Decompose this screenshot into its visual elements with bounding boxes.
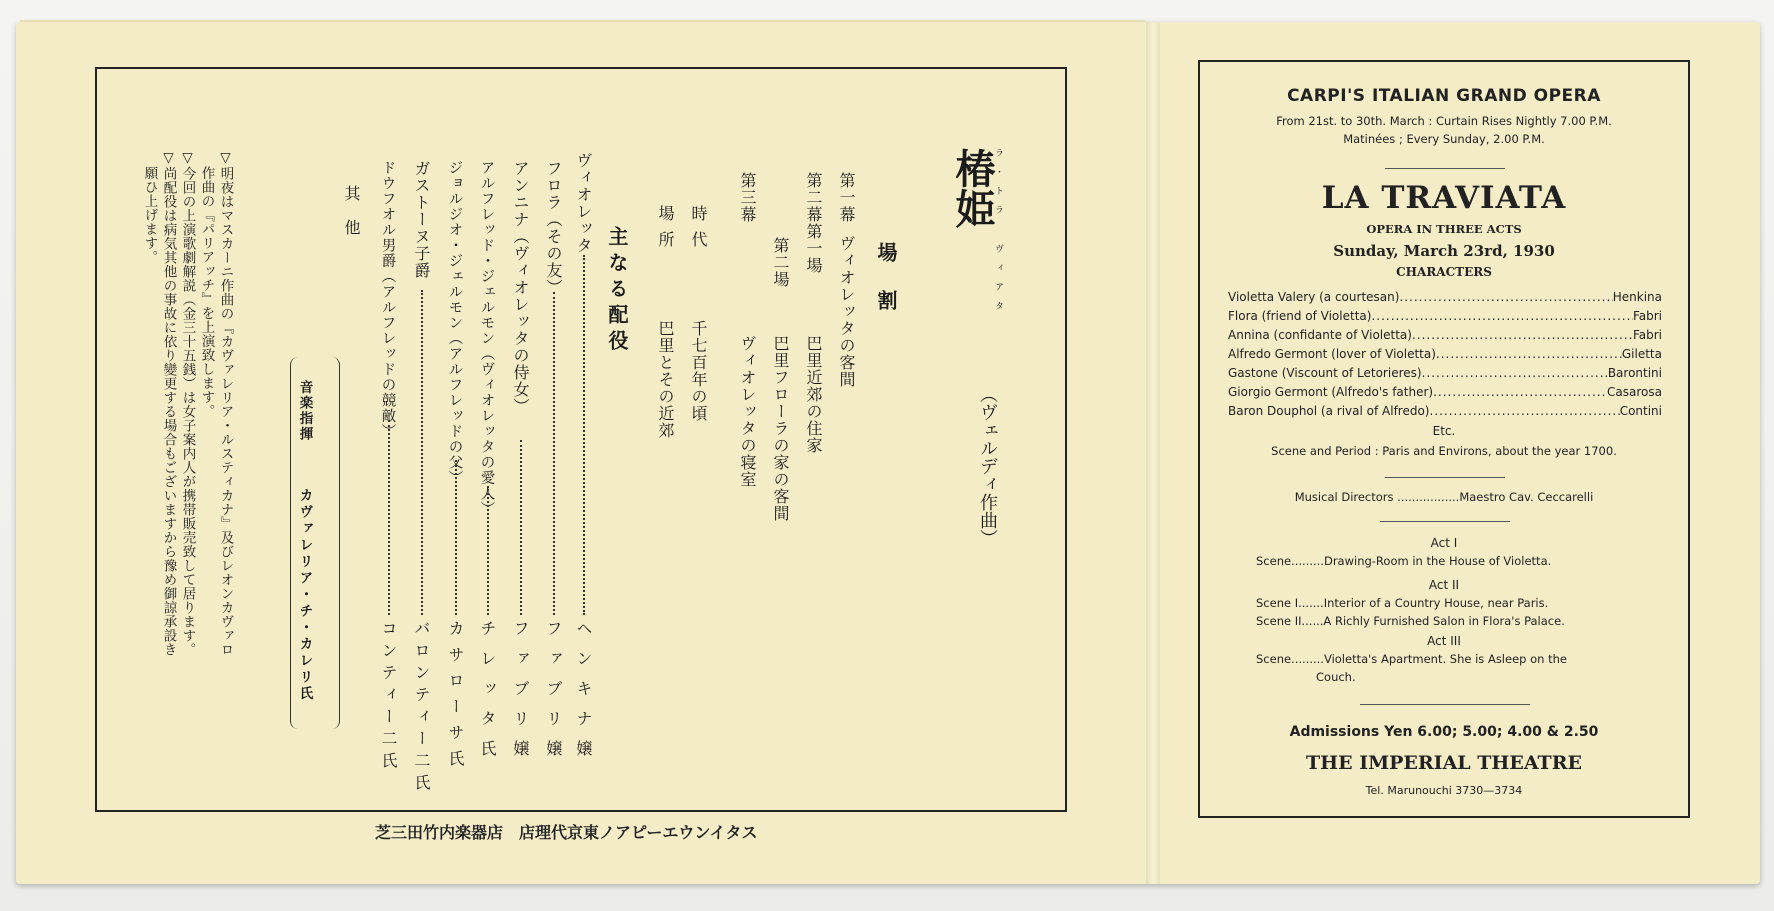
en-character-row	[1228, 347, 1662, 361]
en-divider-2	[1385, 477, 1505, 478]
en-role: Annina (confidante of Violetta)	[1228, 328, 1412, 342]
jp-cast-singer-3: ファブリ嬢	[511, 620, 530, 770]
en-act2-scene2: Scene II......A Richly Furnished Salon in Flora's Palace.	[1256, 614, 1565, 628]
jp-cast-role-5: ジョルジオ・ジェルモン（アルフレッドの父）	[446, 160, 463, 486]
jp-cast-singer-6: バロンティー二氏	[412, 620, 431, 796]
jp-cast-singer-5: カサローサ氏	[446, 620, 465, 776]
jp-cast-singer-2: ファブリ嬢	[544, 620, 563, 770]
jp-title: 椿姫	[949, 148, 995, 228]
en-character-row	[1228, 385, 1662, 399]
en-role: Alfredo Germont (lover of Violetta)	[1228, 347, 1436, 361]
jp-act3-label: 第三幕	[738, 172, 757, 223]
jp-act2-place: 巴里近郊の住家	[804, 335, 823, 454]
en-act2-label: Act II	[1428, 578, 1460, 592]
jp-cast-role-2: フロラ（その友）	[544, 160, 563, 296]
en-divider-3	[1380, 521, 1510, 522]
en-singer: Barontini	[1607, 366, 1662, 380]
jp-scenes-heading: 場割	[874, 242, 898, 338]
en-character-row	[1228, 366, 1662, 380]
en-scene-period: Scene and Period : Paris and Environs, about the year 1700.	[1271, 444, 1617, 458]
jp-period-value: 千七百年の頃	[689, 320, 708, 422]
en-role: Baron Douphol (a rival of Alfredo)	[1228, 404, 1430, 418]
en-music-directors: Musical Directors .................Maestro Cav. Ceccarelli	[1294, 490, 1594, 504]
en-singer: Giletta	[1621, 347, 1662, 361]
en-etc: Etc.	[1432, 424, 1456, 438]
jp-cast-role-7: ドウフオル男爵（アルフレッドの競敵）	[379, 160, 396, 439]
en-admissions: Admissions Yen 6.00; 5.00; 4.00 & 2.50	[1289, 724, 1599, 740]
jp-cast-singer-1: ヘンキナ嬢	[574, 620, 593, 770]
jp-note-2: 作曲の『パリアッチ』を上演致します。	[198, 166, 215, 418]
en-singer: Contini	[1619, 404, 1662, 418]
jp-act3-place: ヴィオレッタの寝室	[738, 335, 757, 488]
jp-composer: （ヴェルディ作曲）	[977, 385, 998, 547]
en-date: Sunday, March 23rd, 1930	[1333, 242, 1555, 260]
en-singer: Fabri	[1632, 328, 1662, 342]
en-act1-scene: Scene.........Drawing-Room in the House of Violetta.	[1256, 554, 1552, 568]
jp-note-4: ▽尚配役は病気其他の事故に依り變更する場合もございますから豫め御諒承設き	[160, 150, 177, 657]
jp-act2-scene2-label: 第二場	[771, 237, 790, 288]
en-schedule-2: Matinées ; Every Sunday, 2.00 P.M.	[1343, 132, 1545, 146]
jp-cast-role-4: アルフレッド・ジェルモン（ヴィオレッタの愛人）	[478, 160, 495, 517]
en-act2-scene1: Scene I.......Interior of a Country House, near Paris.	[1256, 596, 1549, 610]
jp-act1-label: 第一幕	[837, 172, 856, 223]
jp-act2-label: 第二幕第一場	[804, 172, 823, 274]
en-company: CARPI'S ITALIAN GRAND OPERA	[1287, 86, 1601, 106]
en-singer: Fabri	[1632, 309, 1662, 323]
jp-note-1: ▽明夜はマスカーニ作曲の『カヴァレリア・ルスティカナ』及びレオンカヴァロ	[217, 150, 234, 657]
jp-cast-role-1: ヴィオレッタ	[574, 152, 593, 254]
en-character-row	[1228, 404, 1662, 418]
jp-cast-role-6: ガストーヌ子爵	[412, 160, 431, 279]
en-role: Gastone (Viscount of Letorieres)	[1228, 366, 1422, 380]
jp-cast-heading: 主なる配役	[605, 226, 629, 356]
jp-title-ruby: ラ・トラ ヴィアタ	[993, 148, 1003, 320]
jp-cast-singer-7: コンティー二氏	[379, 620, 398, 774]
en-act3-scene-1: Scene.........Violetta's Apartment. She is Asleep on the	[1256, 652, 1567, 666]
jp-note-3: ▽今回の上演歌劇解説（金三十五銭）は女子案内人が携帯販売致して居ります。	[179, 150, 196, 657]
jp-footer-stores: 芝三田竹内楽器店 店理代京東ノアピーエウンイタス	[375, 823, 758, 842]
jp-cast-singer-4: チレッタ氏	[478, 620, 497, 770]
jp-note-5: 願ひ上げます。	[141, 166, 158, 264]
en-character-row	[1228, 328, 1662, 342]
en-tel: Tel. Marunouchi 3730—3734	[1365, 784, 1523, 797]
en-title: LA TRAVIATA	[1321, 180, 1567, 216]
en-role: Giorgio Germont (Alfredo's father)	[1228, 385, 1434, 399]
jp-music-director: カヴァレリア・チ・カレリ氏	[296, 488, 313, 703]
en-singer: Henkina	[1612, 290, 1662, 304]
en-subtitle: OPERA IN THREE ACTS	[1366, 222, 1522, 236]
en-divider-4	[1360, 704, 1530, 705]
jp-period-label: 時代	[689, 205, 708, 257]
center-fold	[1146, 22, 1160, 884]
jp-act1-place: ヴィオレッタの客間	[837, 235, 856, 388]
en-schedule-1: From 21st. to 30th. March : Curtain Rises Nightly 7.00 P.M.	[1276, 114, 1612, 128]
en-theatre: THE IMPERIAL THEATRE	[1306, 752, 1582, 774]
jp-place-label: 場所	[656, 205, 675, 257]
en-divider-1	[1385, 168, 1505, 169]
en-singer: Casarosa	[1607, 385, 1662, 399]
jp-act2-scene2-place: 巴里フローラの家の客間	[771, 335, 790, 522]
en-act1-label: Act I	[1430, 536, 1458, 550]
en-act3-label: Act III	[1427, 634, 1461, 648]
english-page-frame	[1198, 60, 1690, 818]
en-character-row	[1228, 309, 1662, 323]
jp-place-value: 巴里とその近郊	[656, 320, 675, 439]
jp-cast-role-8: 其他	[342, 185, 361, 253]
en-characters-heading: CHARACTERS	[1396, 265, 1492, 279]
jp-music-director-label: 音楽指揮	[296, 380, 313, 442]
jp-cast-role-3: アンニナ（ヴィオレッタの侍女）	[511, 160, 530, 415]
en-character-row	[1228, 290, 1662, 304]
en-role: Violetta Valery (a courtesan)	[1228, 290, 1400, 304]
en-role: Flora (friend of Violetta)	[1228, 309, 1372, 323]
en-act3-scene-2: Couch.	[1316, 670, 1356, 684]
